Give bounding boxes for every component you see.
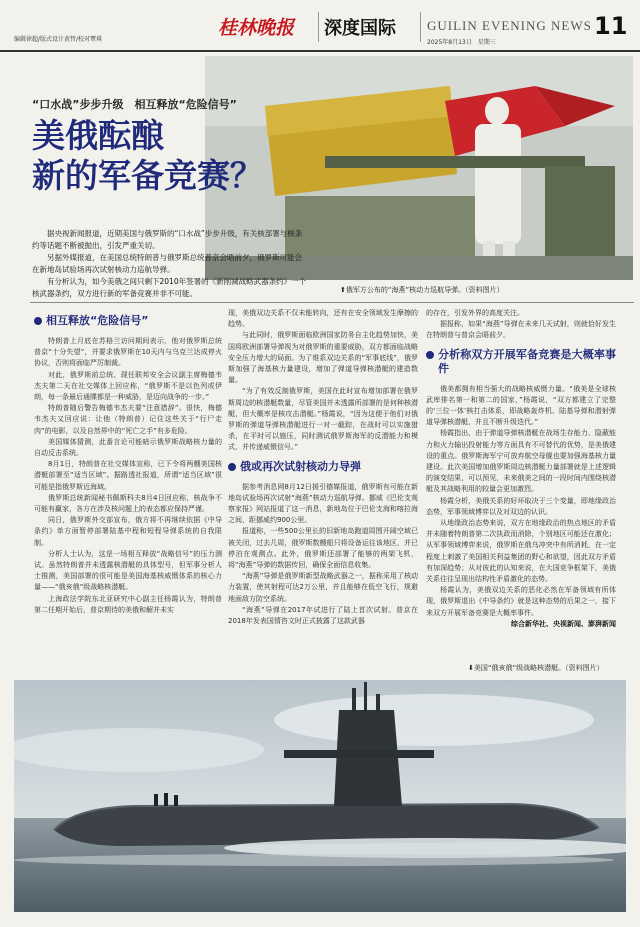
top-caption-text: 俄军方公布的“海燕”核动力巡航导弹。（资料图片）: [345, 286, 504, 294]
body-paragraph: 的存在，引发外界的高度关注。: [426, 309, 524, 317]
body-paragraph: 杨霞指出，由于弹道导弹核潜艇在战场生存能力、隐蔽能力和火力输出投射能力等方面具有不可替代的优势，是美俄建设的重点。俄罗斯海军宁可放弃航空母舰也要加强海基核力量建设。此次美国增加俄罗斯周边核潜艇力量部署就是上述逻辑的演变结果，可以预见，未来俄美之间的一段时间内围绕核潜艇及其战略利用的较量会更加激烈。: [426, 429, 616, 494]
header-divider-2: [420, 12, 421, 42]
section-name: 深度国际: [324, 18, 396, 39]
bottom-caption-text: 美国“俄亥俄”级战略核潜艇。（资料图片）: [473, 664, 604, 672]
header-divider: [318, 12, 319, 42]
lead-paragraph: 另据外媒报道，在美国总统特朗普与俄罗斯总统普京会晤前夕，俄罗斯可能会在新地岛试验场再次试射核动力巡航导弹。: [32, 253, 302, 274]
column-1: [34, 308, 222, 616]
body-paragraph: 据报称，如果“海燕”导弹在未来几天试射，则就恰好发生在特朗普与普京会晤前夕。: [426, 320, 616, 340]
section-rule: [30, 302, 634, 303]
bullet-dot-icon: [228, 463, 236, 471]
body-paragraph: 同日，俄罗斯外交部宣布，俄方将不再继续依据《中导条约》单方面暂停部署陆基中程和短程导弹系统的自我限制。: [34, 516, 222, 547]
subhead-3-text: 分析称双方开展军备竞赛是大概率事件: [438, 347, 616, 375]
body-paragraph: 美国媒体猜测，此番言论可能暗示俄罗斯战略核力量的自动反击系统。: [34, 437, 222, 458]
body-paragraph: 现，美俄双边关系不仅未能转向，还有在安全领域发生摩擦的趋势。: [228, 309, 418, 329]
body-paragraph: “为了有效反制俄罗斯，美国在此时宣布增加部署在俄罗斯周边的核潜艇数量，尽管美国并未透露所部署的是何种核潜艇，但大概率是核攻击潜艇。”杨霞说，“因为这便于他们对俄罗斯的弹道导弹核潜艇进行一对一截踪，在战时可以实施猎杀，在平时可以施压，同时测试俄罗斯海军的反潜能力和模式，并传递威慑信号。”: [228, 387, 418, 452]
body-paragraph: 俄罗斯总统新闻秘书佩斯科夫8月4日回应称，核战争不可能有赢家，各方在涉及核问题上的表态都应保持严谨。: [34, 493, 222, 514]
subhead-1-text: 相互释放“危险信号”: [46, 314, 149, 327]
body-paragraph: 从地缘政治态势来说，双方在地缘政治的热点地区的矛盾并未随着特朗普第二次执政而消除，个别地区可能还在激化；从军事领域博弈来说，俄罗斯在俄乌冲突中有所消耗，在一定程度上刺激了美国相关利益集团的野心和欲望，因此双方矛盾有加深趋势；从对彼此的认知来说，在大国竞争框架下，美俄关系往往呈现出结构性矛盾激化的态势。: [426, 519, 616, 584]
subhead-3: [426, 348, 616, 376]
body-paragraph: “海燕”导弹在2017年试进行了陆上首次试射。普京在2018年发表国情咨文时正式披露了这款武器: [228, 605, 418, 626]
caption-arrow-icon: ⬆: [340, 286, 346, 294]
body-paragraph: 上海政法学院东北亚研究中心副主任杨霞认为，特朗普第二任期开始后，普京期待的美俄和解并未实: [34, 594, 222, 614]
body-paragraph: 俄美都拥有相当强大的战略核威慑力量。“俄美是全球核武库排名第一和第二的国家，”杨霞说，“双方都建立了完整的‘三位一体’核打击体系，即战略轰炸机、陆基导弹和潜射弹道导弹核潜艇，并且不断升级迭代。”: [426, 384, 616, 427]
body-paragraph: 报道称，一些500公里长的旧新地岛跑道周围开阔空域已被关闭，过去几周，俄罗斯数艘船只将设备运往该地区，并已停泊在观测点。此外，俄罗斯还部署了能够的两架飞机，将“海燕”导弹的数据传回，确保全面信息收集。: [228, 527, 418, 570]
column-3: [426, 308, 616, 630]
article-lead: [32, 228, 308, 300]
submarine-photo: [14, 680, 626, 912]
body-paragraph: 杨霞分析，美俄关系的好坏取决于三个变量，即地缘政治态势，军事领域博弈以及对双边的认识。: [426, 496, 616, 516]
bottom-photo-caption: [468, 663, 604, 673]
source-signoff: 综合新华社、央视新闻、澎湃新闻: [511, 619, 616, 628]
body-paragraph: 与此同时，俄罗斯面临欧洲国家防务自主化趋势加快，美国将欧洲部署导弹视为对俄罗斯的重要威胁，双方都面临战略安全压力增大的局面。为了维系双边关系的“军事底线”，俄罗斯加强了海基核力量建设，增加了弹道导弹核潜艇的建造数量。: [228, 331, 418, 385]
paper-logo: 桂林晚报: [218, 17, 295, 39]
lead-paragraph: 有分析认为，如今美俄之间只剩下2010年签署的《新削减战略武器条约》一个核武器条约，双方进行新的军备竞赛并非不可能。: [32, 277, 307, 298]
body-paragraph: 对此，俄罗斯前总统、现任联邦安全会议副主席梅德韦杰夫第二天在社交媒体上回应称，“俄罗斯不是以色列或伊朗，每一条最后通牒都是一种威胁，是迈向战争的一步。”: [34, 370, 222, 402]
subhead-2: [228, 460, 418, 474]
body-paragraph: “海燕”导弹是俄罗斯新型战略武器之一，据称采用了核动力装置，使其射程可达2万公里，并且能够在低空飞行，规避地面敌方防空系统。: [228, 572, 418, 603]
bullet-dot-icon: [34, 317, 42, 325]
body-paragraph: 据参考消息网8月12日援引德媒报道，俄罗斯有可能在新地岛试验场再次试射“海燕”核动力巡航导弹。挪威《巴伦支观察家报》网站报道了这一消息，新地岛位于巴伦支海和喀拉海之间，距挪威约900公里。: [228, 482, 418, 525]
title-line-1: 美俄酝酿: [32, 116, 164, 155]
article-kicker: “口水战”步步升级 相互释放“危险信号”: [32, 98, 237, 111]
page-number: 11: [594, 12, 628, 40]
body-paragraph: 杨霞认为，美俄双边关系的恶化必然在军备领域有所体现，俄罗斯退出《中导条约》就是这种态势的后果之一，接下来双方开展军备竞赛是大概率事件。: [426, 586, 616, 617]
issue-date: 2025年8月13日 星期三: [427, 39, 496, 46]
article-title: [32, 116, 332, 196]
page-header: [0, 0, 640, 52]
subhead-1: [34, 314, 222, 328]
body-paragraph: 分析人士认为，这是一场相互释放“战略信号”的压力测试。虽然特朗普并未透露核潜艇的具体型号，但军事分析人士推测，美国部署的很可能是美国海基核威慑体系的核心力量——“俄亥俄”级战略核潜艇。: [34, 549, 222, 592]
subhead-2-text: 俄或再次试射核动力导弹: [240, 459, 361, 473]
caption-arrow-icon: ⬇: [468, 664, 474, 672]
top-photo-caption: [340, 285, 504, 295]
paper-name-en: GUILIN EVENING NEWS: [427, 18, 592, 33]
bullet-dot-icon: [426, 351, 434, 359]
title-line-2: 新的军备竞赛？: [32, 156, 263, 195]
body-paragraph: 特朗普上月底在苏格兰访问期间表示，他对俄罗斯总统普京“十分失望”，并要求俄罗斯在10天内与乌克兰达成停火协议，否则将面临严厉制裁。: [34, 337, 222, 368]
body-paragraph: 8月1日，特朗普在社交媒体宣称，已下令将两艘美国核潜艇部署至“适当区域”。据路透社报道，所谓“适当区域”很可能是指俄罗斯近海域。: [34, 460, 222, 491]
column-2: [228, 308, 418, 627]
lead-paragraph: 据央视新闻报道，近期美国与俄罗斯的“口水战”步步升级，有关核部署与核条约等话题不断被抛出，引发严重关切。: [32, 229, 303, 250]
body-paragraph: 特朗普随后警告梅德韦杰夫要“注意措辞”。很快，梅德韦杰夫又回应说：让他（特朗普）记住这些关于“行尸走肉”的电影，以及自然界中的“死亡之手”有多危险。: [34, 404, 222, 435]
editor-credit: 编辑徐超/版式设计黄哲/校对覃琪: [14, 36, 103, 43]
submarine-photo-illustration: [14, 680, 626, 912]
